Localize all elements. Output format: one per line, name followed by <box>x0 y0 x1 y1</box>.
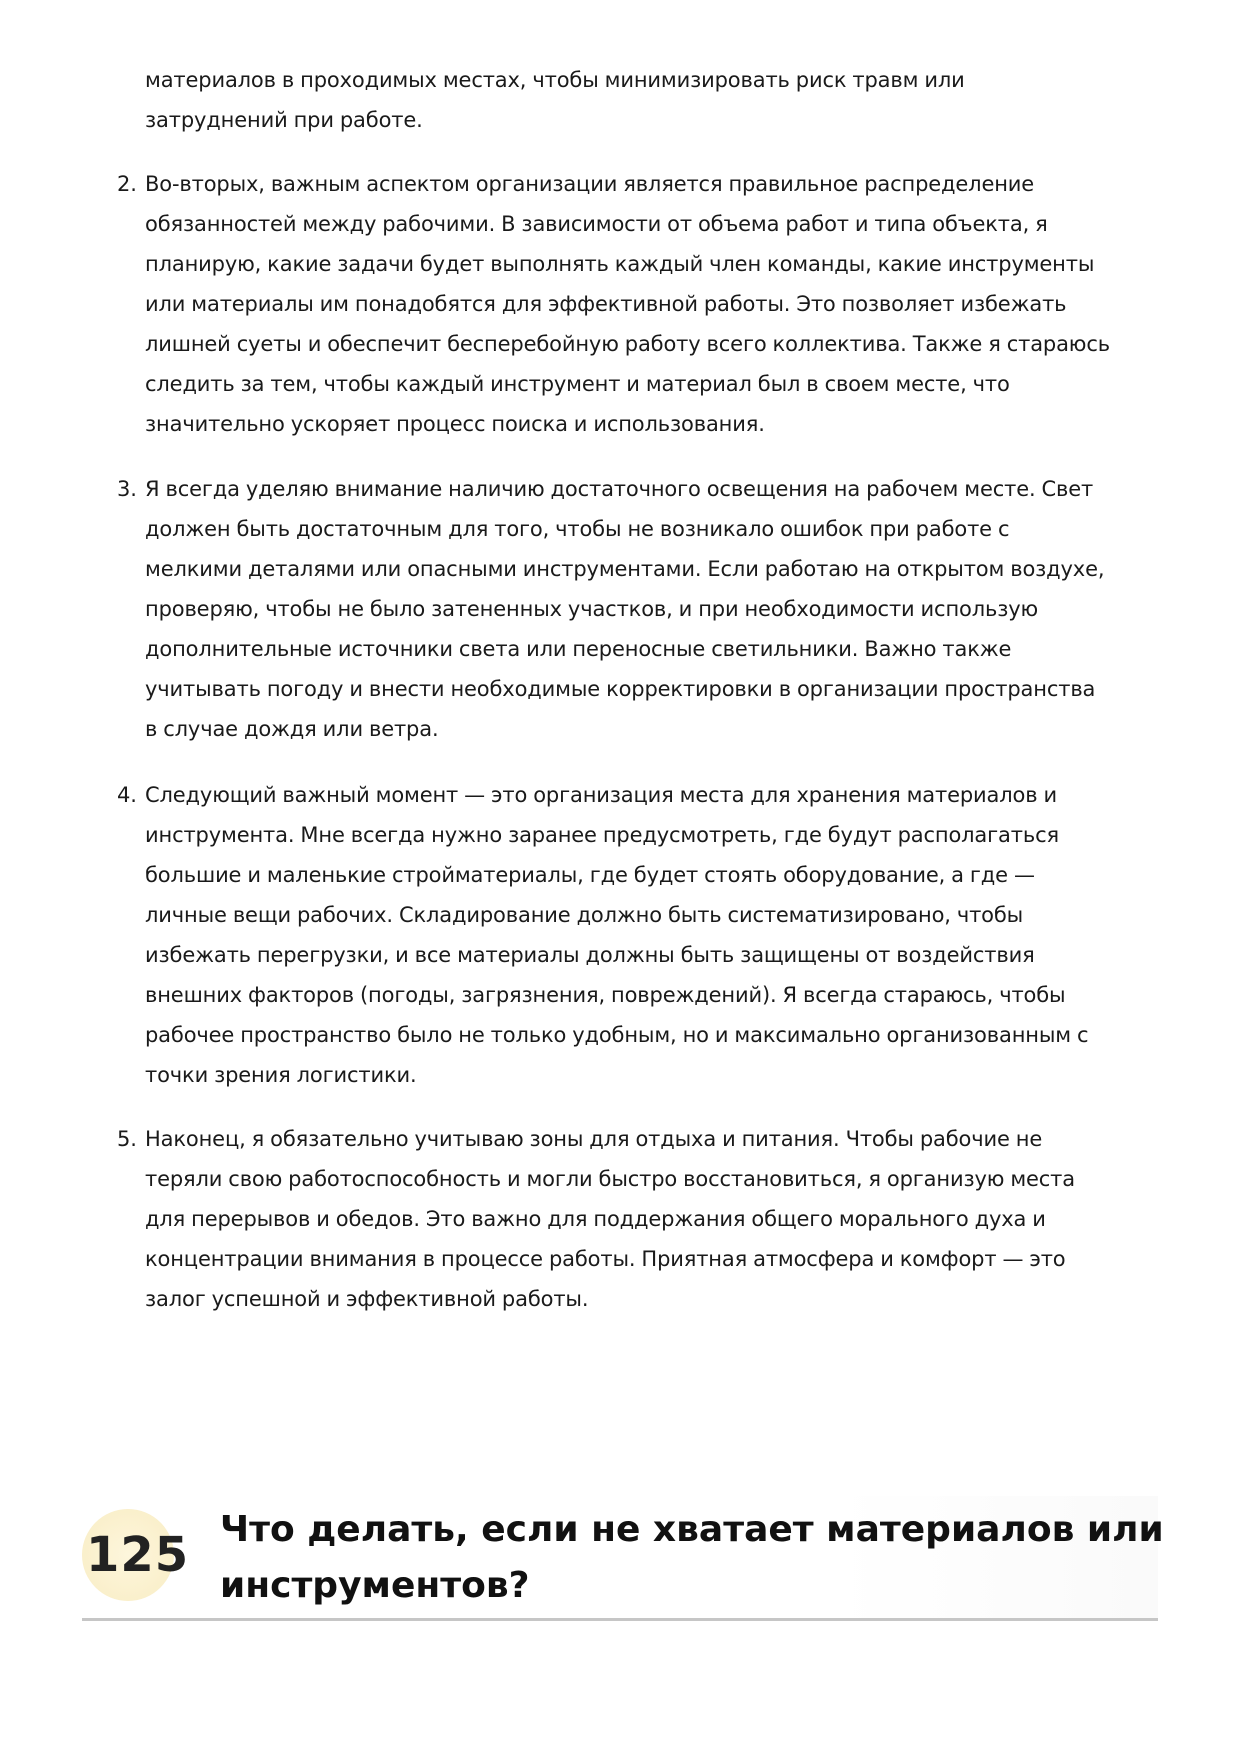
list-item-line: следить за тем, чтобы каждый инструмент и материал был в своем месте, что <box>145 372 1010 396</box>
section-number: 125 <box>86 1527 190 1583</box>
intro-line: материалов в проходимых местах, чтобы минимизировать риск травм или <box>145 68 965 92</box>
list-item-line: Во-вторых, важным аспектом организации является правильное распределение <box>145 172 1035 196</box>
list-item-line: учитывать погоду и внести необходимые корректировки в организации пространства <box>145 677 1096 701</box>
list-item-number: 3. <box>117 477 137 501</box>
list-item-text <box>145 164 1110 444</box>
intro-paragraph <box>145 60 965 140</box>
list-item-line: Я всегда уделяю внимание наличию достаточного освещения на рабочем месте. Свет <box>145 477 1094 501</box>
list-item-line: в случае дождя или ветра. <box>145 717 439 741</box>
list-item-line: теряли свою работоспособность и могли быстро восстановиться, я организую места <box>145 1167 1075 1191</box>
list-item-line: лишней суеты и обеспечит бесперебойную работу всего коллектива. Также я стараюсь <box>145 332 1110 356</box>
list-item-line: избежать перегрузки, и все материалы должны быть защищены от воздействия <box>145 943 1035 967</box>
list-item-line: должен быть достаточным для того, чтобы не возникало ошибок при работе с <box>145 517 1010 541</box>
list-item-line: рабочее пространство было не только удобным, но и максимально организованным с <box>145 1023 1089 1047</box>
list-item-line: концентрации внимания в процессе работы. Приятная атмосфера и комфорт — это <box>145 1247 1066 1271</box>
list-item-line: обязанностей между рабочими. В зависимости от объема работ и типа объекта, я <box>145 212 1048 236</box>
list-item-number: 5. <box>117 1127 137 1151</box>
list-item-line: мелкими деталями или опасными инструментами. Если работаю на открытом воздухе, <box>145 557 1105 581</box>
intro-line: затруднений при работе. <box>145 108 423 132</box>
list-item-line: залог успешной и эффективной работы. <box>145 1287 589 1311</box>
list-item-line: точки зрения логистики. <box>145 1063 417 1087</box>
list-item-line: большие и маленькие стройматериалы, где будет стоять оборудование, а где — <box>145 863 1035 887</box>
list-item-line: личные вещи рабочих. Складирование должно быть систематизировано, чтобы <box>145 903 1024 927</box>
section-title-line: Что делать, если не хватает материалов или <box>220 1509 1164 1550</box>
list-item-line: внешних факторов (погоды, загрязнения, повреждений). Я всегда стараюсь, чтобы <box>145 983 1066 1007</box>
list-item-line: проверяю, чтобы не было затененных участков, и при необходимости использую <box>145 597 1039 621</box>
list-item-line: Наконец, я обязательно учитываю зоны для отдыха и питания. Чтобы рабочие не <box>145 1127 1043 1151</box>
list-item-line: или материалы им понадобятся для эффективной работы. Это позволяет избежать <box>145 292 1067 316</box>
list-item-text <box>145 1119 1075 1319</box>
list-item-number: 2. <box>117 172 137 196</box>
list-item-line: планирую, какие задачи будет выполнять каждый член команды, какие инструменты <box>145 252 1095 276</box>
list-item-line: значительно ускоряет процесс поиска и использования. <box>145 412 765 436</box>
list-item-number: 4. <box>117 783 137 807</box>
list-item-line: инструмента. Мне всегда нужно заранее предусмотреть, где будут располагаться <box>145 823 1059 847</box>
list-item-line: для перерывов и обедов. Это важно для поддержания общего морального духа и <box>145 1207 1046 1231</box>
list-item-text <box>145 469 1104 749</box>
section-title-line: инструментов? <box>220 1565 530 1606</box>
list-item-line: дополнительные источники света или переносные светильники. Важно также <box>145 637 1012 661</box>
section-title <box>220 1502 1164 1614</box>
list-item-line: Следующий важный момент — это организация места для хранения материалов и <box>145 783 1057 807</box>
list-item-text <box>145 775 1088 1095</box>
